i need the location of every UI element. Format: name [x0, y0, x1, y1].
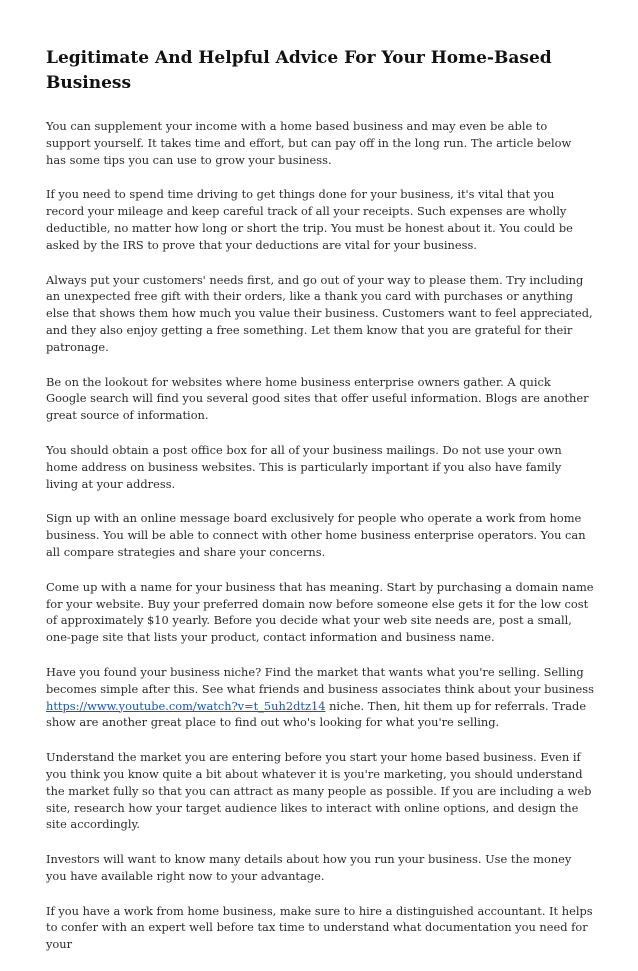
- niche-text-before: Have you found your business niche? Find the market that wants what you're selling. Selling becomes simple after this. See what friends and business associates think about your business: [46, 664, 594, 696]
- document-title: Legitimate And Helpful Advice For Your Home-Based Business: [46, 48, 552, 93]
- paragraph-post-office-box: You should obtain a post office box for all of your business mailings. Do not use your own home address on business websites. This is particularly important if you also have family living at your address.: [46, 442, 562, 491]
- paragraph-intro: You can supplement your income with a home based business and may even be able to support yourself. It takes time and effort, but can pay off in the long run. The article below has some tips you can use to grow your business.: [46, 119, 572, 167]
- document-page: [46, 46, 594, 971]
- paragraph-niche: [46, 664, 594, 731]
- paragraph-business-name: Come up with a name for your business that has meaning. Start by purchasing a domain name for your website. Buy your preferred domain now before someone else gets it for the low cost of approximately $10 yearly. Before you decide what your web site needs are, post a small, one-page site that lists your product, contact information and business name.: [46, 579, 594, 645]
- paragraph-websites: Be on the lookout for websites where home business enterprise owners gather. A quick Google search will find you several good sites that offer useful information. Blogs are another great source of information.: [46, 374, 589, 423]
- paragraph-customers: Always put your customers' needs first, and go out of your way to please them. Try including an unexpected free gift with their orders, like a thank you card with purchases or anything else that shows them how much you value their business. Customers want to feel appreciated, and they also enjoy getting a free something. Let them know that you are grateful for their patronage.: [46, 272, 593, 354]
- paragraph-mileage: If you need to spend time driving to get things done for your business, it's vital that you record your mileage and keep careful track of all your receipts. Such expenses are wholly deductible, no matter how long or short the trip. You must be honest about it. You could be asked by the IRS to prove that your deductions are vital for your business.: [46, 187, 573, 252]
- paragraph-accountant: If you have a work from home business, make sure to hire a distinguished accountant. It helps to confer with an expert well before tax time to understand what documentation you need for your: [46, 903, 593, 952]
- paragraph-market: Understand the market you are entering before you start your home based business. Even if you think you know quite a bit about whatever it is you're marketing, you should understand the market fully so that you can attract as many people as possible. If you are including a web site, research how your target audience likes to interact with online options, and design the site accordingly.: [46, 750, 592, 832]
- niche-text-after: niche. Then, hit them up for referrals. Trade show are another great place to find out who's looking for what you're selling.: [46, 698, 587, 730]
- youtube-link[interactable]: https://www.youtube.com/watch?v=t_5uh2dtz14: [46, 698, 326, 713]
- paragraph-message-board: Sign up with an online message board exclusively for people who operate a work from home business. You will be able to connect with other home business enterprise operators. You can all compare strategies and share your concerns.: [46, 511, 586, 559]
- paragraph-investors: Investors will want to know many details about how you run your business. Use the money you have available right now to your advantage.: [46, 852, 572, 883]
